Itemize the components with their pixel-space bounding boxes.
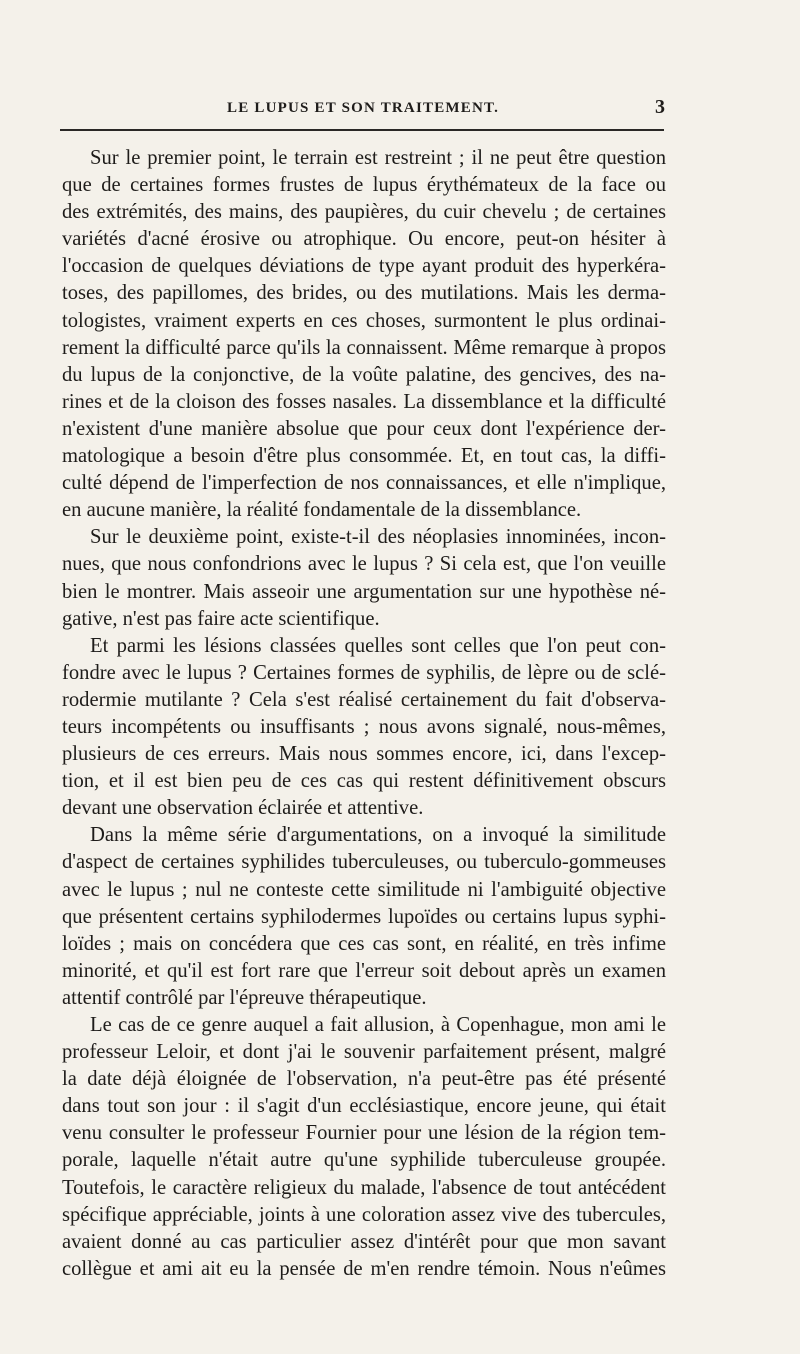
text-line: spécifique appréciable, joints à une coloration assez vive des tubercules,	[62, 1203, 666, 1226]
text-line: tologistes, vraiment experts en ces choses, surmontent le plus ordinai-	[62, 309, 666, 332]
text-line: la date déjà éloignée de l'observation, n'a peut-être pas été présenté	[62, 1068, 666, 1091]
text-line: Toutefois, le caractère religieux du malade, l'absence de tout antécédent	[62, 1176, 666, 1199]
paragraph	[62, 822, 666, 1012]
text-line: Le cas de ce genre auquel a fait allusion, à Copenhague, mon ami le	[90, 1014, 666, 1036]
text-line: Sur le premier point, le terrain est restreint ; il ne peut être question	[90, 147, 666, 169]
header-rule	[60, 129, 664, 131]
text-line: porale, laquelle n'était autre qu'une syphilide tuberculeuse groupée.	[62, 1149, 666, 1172]
text-line: fondre avec le lupus ? Certaines formes de syphilis, de lèpre ou de sclé-	[62, 661, 666, 684]
text-line: matologique a besoin d'être plus consommée. Et, en tout cas, la diffi-	[62, 445, 666, 468]
text-line: nues, que nous confondrions avec le lupus ? Si cela est, que l'on veuille	[62, 553, 666, 576]
text-line: du lupus de la conjonctive, de la voûte palatine, des gencives, des na-	[62, 363, 666, 386]
text-line: minorité, et qu'il est fort rare que l'erreur soit debout après un examen	[62, 959, 666, 982]
text-line: toses, des papillomes, des brides, ou des mutilations. Mais les derma-	[62, 282, 666, 305]
text-line: que présentent certains syphilodermes lupoïdes ou certains lupus syphi-	[62, 905, 666, 928]
text-line: en aucune manière, la réalité fondamentale de la dissemblance.	[62, 499, 582, 522]
text-line: variétés d'acné érosive ou atrophique. Ou encore, peut-on hésiter à	[62, 228, 666, 251]
text-line: gative, n'est pas faire acte scientifique.	[62, 607, 380, 630]
text-line: n'existent d'une manière absolue que pour ceux dont l'expérience der-	[62, 417, 666, 440]
text-line: d'aspect de certaines syphilides tuberculeuses, ou tuberculo-gommeuses	[62, 851, 666, 874]
paragraph	[62, 633, 666, 823]
text-line: rines et de la cloison des fosses nasales. La dissemblance et la difficulté	[62, 390, 666, 413]
text-line: Sur le deuxième point, existe-t-il des néoplasies innominées, incon-	[90, 526, 666, 549]
text-line: rement la difficulté parce qu'ils la connaissent. Même remarque à propos	[62, 336, 666, 359]
running-title: LE LUPUS ET SON TRAITEMENT.	[227, 100, 500, 116]
body-text	[62, 145, 666, 1283]
text-line: dans tout son jour : il s'agit d'un ecclésiastique, encore jeune, qui était	[62, 1095, 666, 1118]
text-line: loïdes ; mais on concédera que ces cas sont, en réalité, en très infime	[62, 932, 666, 955]
text-line: Et parmi les lésions classées quelles sont celles que l'on peut con-	[90, 634, 666, 657]
text-line: culté dépend de l'imperfection de nos connaissances, et elle n'implique,	[62, 472, 666, 495]
text-line: Dans la même série d'argumentations, on a invoqué la similitude	[90, 824, 666, 847]
text-line: tion, et il est bien peu de ces cas qui restent définitivement obscurs	[62, 770, 666, 793]
text-line: l'occasion de quelques déviations de type ayant produit des hyperkéra-	[62, 255, 666, 278]
text-line: venu consulter le professeur Fournier pour une lésion de la région tem-	[62, 1122, 666, 1145]
text-line: que de certaines formes frustes de lupus érythémateux de la face ou	[62, 174, 666, 197]
page-number: 3	[655, 96, 665, 118]
paragraph	[62, 1012, 666, 1283]
paragraph	[62, 524, 666, 632]
paragraph	[62, 145, 666, 524]
text-line: des extrémités, des mains, des paupières, du cuir chevelu ; de certaines	[62, 201, 666, 224]
text-line: avaient donné au cas particulier assez d'intérêt pour que mon savant	[62, 1230, 666, 1253]
text-line: collègue et ami ait eu la pensée de m'en rendre témoin. Nous n'eûmes	[62, 1257, 666, 1280]
text-line: bien le montrer. Mais asseoir une argumentation sur une hypothèse né-	[62, 580, 666, 603]
text-line: attentif contrôlé par l'épreuve thérapeutique.	[62, 986, 427, 1009]
text-line: professeur Leloir, et dont j'ai le souvenir parfaitement présent, malgré	[62, 1041, 666, 1064]
running-header	[62, 96, 663, 120]
text-line: devant une observation éclairée et attentive.	[62, 797, 424, 820]
text-line: plusieurs de ces erreurs. Mais nous sommes encore, ici, dans l'excep-	[62, 743, 666, 766]
text-line: avec le lupus ; nul ne conteste cette similitude ni l'ambiguité objective	[62, 878, 666, 901]
text-line: teurs incompétents ou insuffisants ; nous avons signalé, nous-mêmes,	[62, 715, 666, 738]
text-line: rodermie mutilante ? Cela s'est réalisé certainement du fait d'observa-	[62, 688, 666, 711]
